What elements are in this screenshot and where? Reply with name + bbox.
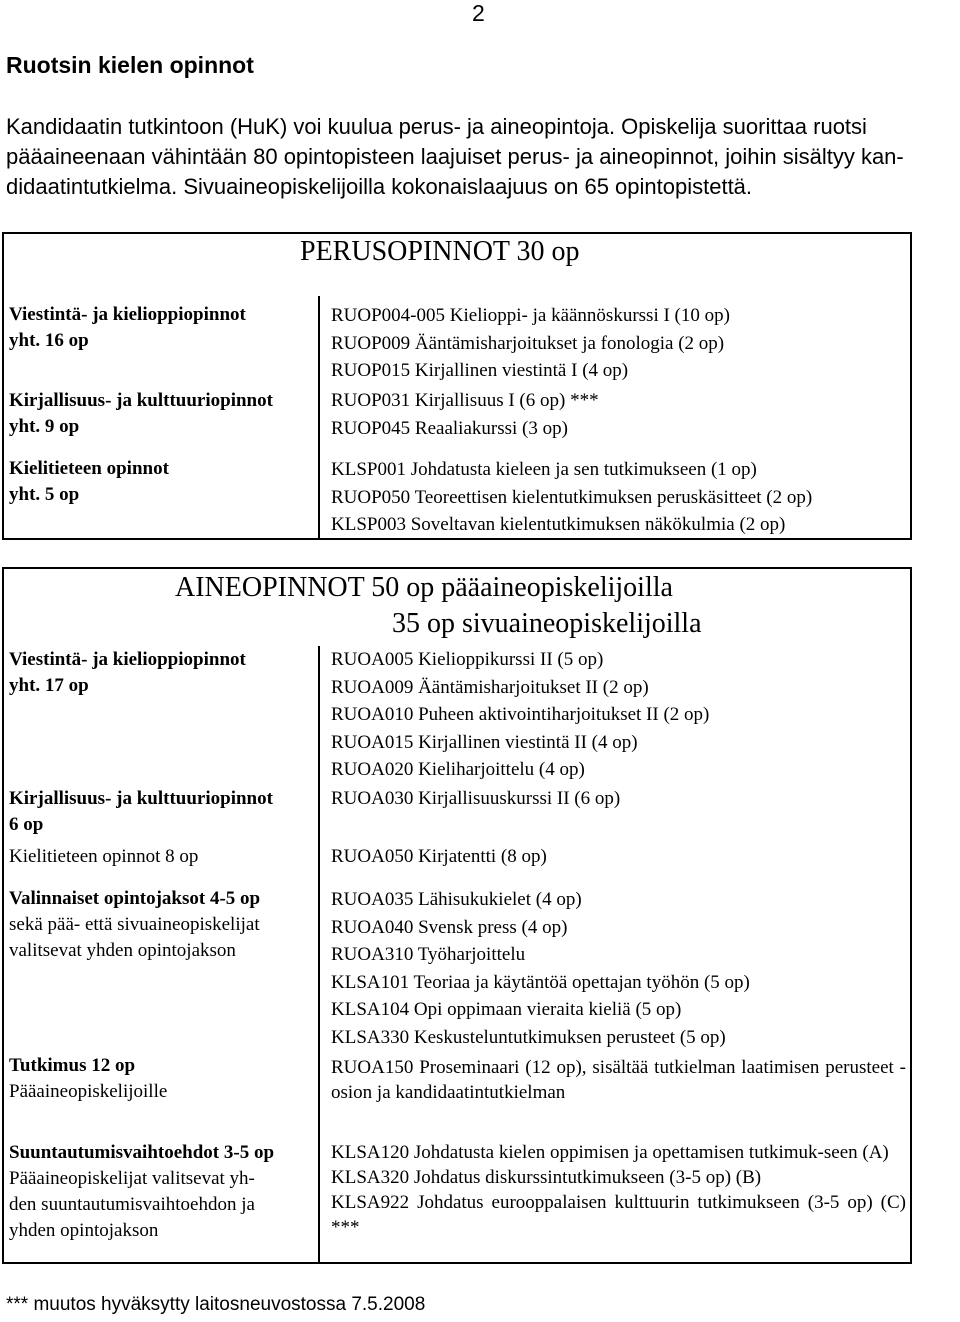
course-item: RUOA050 Kirjatentti (8 op) [331,846,547,867]
course-list [331,1140,906,1240]
course-list [331,785,620,813]
intro-line: Kandidaatin tutkintoon (HuK) voi kuulua perus- ja aineopintoja. Opiskelija suorittaa ruotsi [6,114,867,139]
course-item: RUOA040 Svensk press (4 op) [331,916,568,938]
column-divider [318,296,320,540]
course-item: KLSA320 Johdatus diskurssintutkimukseen (3-5 op) (B) [331,1167,762,1188]
course-item: KLSA330 Keskusteluntutkimuksen perusteet (5 op) [331,1026,726,1048]
category-note: Pääaineopiskelijoille [9,1081,168,1102]
aineopinnot-heading: AINEOPINNOT 50 op pääaineopiskelijoilla [175,572,673,603]
course-list [331,843,547,871]
course-item: RUOP004-005 Kielioppi- ja käännöskurssi I (10 op) [331,305,730,326]
category-name: Kirjallisuus- ja kulttuuriopinnot [9,788,273,809]
course-item: KLSA922 Johdatus eurooppalaisen kulttuurin tutkimukseen (3-5 op) (C) *** [331,1192,906,1238]
category-name: Kirjallisuus- ja kulttuuriopinnot [9,390,273,411]
intro-line: pääaineenaan vähintään 80 opintopisteen laajuiset perus- ja aineopinnot, joihin sisältyy kan- [6,144,904,169]
course-item: RUOP031 Kirjallisuus I (6 op) *** [331,390,599,411]
course-list [331,302,730,385]
intro-paragraph [6,112,958,202]
course-item: KLSP001 Johdatusta kieleen ja sen tutkimukseen (1 op) [331,459,757,480]
category-note: sekä pää- että sivuaineopiskelijat [9,914,260,935]
category-credits: yht. 9 op [9,416,80,437]
course-item: RUOP015 Kirjallinen viestintä I (4 op) [331,360,629,381]
category-kirjallisuus-aine [9,786,273,838]
category-note: den suuntautumisvaihtoehdon ja [9,1194,255,1215]
category-name: Valinnaiset opintojaksot 4-5 op [9,888,261,909]
course-list [331,387,599,442]
category-credits: yht. 5 op [9,484,80,505]
course-item: RUOA030 Kirjallisuuskurssi II (6 op) [331,788,621,809]
category-credits: 6 op [9,814,44,835]
course-item: RUOP050 Teoreettisen kielentutkimuksen peruskäsitteet (2 op) [331,486,813,508]
course-item: KLSA120 Johdatusta kielen oppimisen ja opettamisen tutkimuk-seen (A) [331,1142,889,1163]
course-item: RUOA009 Ääntämisharjoitukset II (2 op) [331,676,649,698]
category-credits: yht. 16 op [9,330,89,351]
page-number: 2 [472,0,485,26]
category-name: Kielitieteen opinnot 8 op [9,846,199,867]
course-item: RUOA020 Kieliharjoittelu (4 op) [331,759,585,780]
course-list [331,646,709,784]
course-item: KLSA104 Opi oppimaan vieraita kieliä (5 op) [331,999,682,1020]
course-item: KLSP003 Soveltavan kielentutkimuksen näkökulmia (2 op) [331,514,786,535]
page-title: Ruotsin kielen opinnot [6,52,254,78]
column-divider [318,646,320,1264]
category-credits: yht. 17 op [9,675,89,696]
course-list [331,886,750,1051]
course-item: RUOA310 Työharjoittelu [331,944,526,965]
course-item: RUOA035 Lähisukukielet (4 op) [331,889,582,910]
category-suuntautumis [9,1140,274,1244]
course-item: RUOA010 Puheen aktivointiharjoitukset II (2 op) [331,704,710,725]
category-name: Kielitieteen opinnot [9,458,169,479]
category-tutkimus [9,1053,167,1105]
category-kielitiede-perus [9,456,169,508]
perusopinnot-heading: PERUSOPINNOT 30 op [300,236,580,267]
category-name: Tutkimus 12 op [9,1055,136,1076]
course-item: RUOP045 Reaaliakurssi (3 op) [331,417,568,439]
course-item: RUOA015 Kirjallinen viestintä II (4 op) [331,731,638,753]
footnote: *** muutos hyväksytty laitosneuvostossa 7.5.2008 [6,1294,426,1315]
category-name: Viestintä- ja kielioppiopinnot [9,304,246,325]
course-list [331,456,812,539]
course-item: RUOA150 Proseminaari (12 op), sisältää tutkielman laatimisen perusteet -osion ja kandidaatintutkielman [331,1057,906,1103]
category-note: valitsevat yhden opintojakson [9,940,236,961]
course-item: RUOA005 Kielioppikurssi II (5 op) [331,649,604,670]
category-valinnaiset [9,886,260,964]
intro-line: didaatintutkielma. Sivuaineopiskelijoilla kokonaislaajuus on 65 opintopistettä. [6,174,753,199]
category-viestinta-aine [9,647,246,699]
category-name: Suuntautumisvaihtoehdot 3-5 op [9,1142,275,1163]
category-kielitiede-aine [9,844,198,870]
course-item: KLSA101 Teoriaa ja käytäntöä opettajan työhön (5 op) [331,971,750,993]
category-name: Viestintä- ja kielioppiopinnot [9,649,246,670]
category-viestinta-perus [9,302,246,354]
aineopinnot-subheading: 35 op sivuaineopiskelijoilla [392,608,702,639]
course-item: RUOP009 Ääntämisharjoitukset ja fonologia (2 op) [331,332,725,354]
category-kirjallisuus-perus [9,388,273,440]
category-note: yhden opintojakson [9,1220,159,1241]
category-note: Pääaineopiskelijat valitsevat yh- [9,1168,255,1189]
